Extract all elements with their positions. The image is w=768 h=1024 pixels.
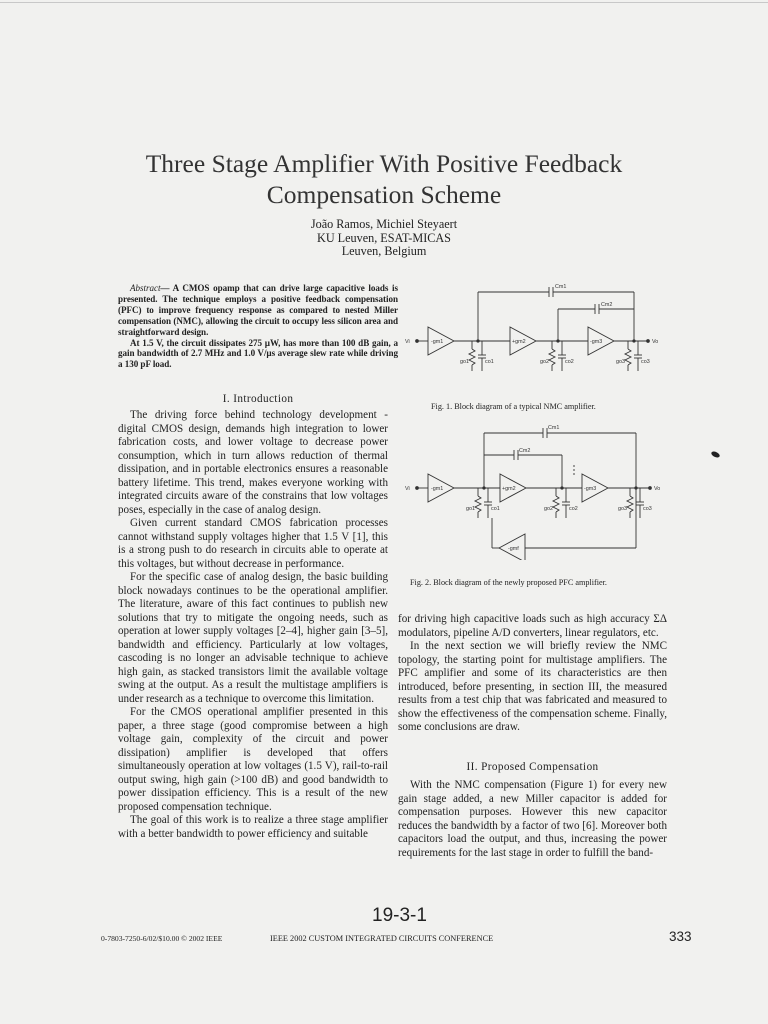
abstract-text-2: At 1.5 V, the circuit dissipates 275 µW, has more than 100 dB gain, a gain bandwidth of 2.7 MHz and 1.0 V/µs average slew rate while driving a 130 pF load. [118, 337, 398, 370]
figure-2-caption: Fig. 2. Block diagram of the newly proposed PFC amplifier. [410, 578, 607, 587]
page-top-rule [0, 2, 768, 3]
label-vi: Vi [405, 339, 410, 345]
abstract-text-1: — A CMOS opamp that can drive large capacitive loads is presented. The technique employs a positive feedback compensation (PFC) to improve frequency response as compared to nested Miller compensation (NMC), allowing the circuit to occupy less silicon area and straightforward design. [118, 283, 398, 337]
paragraph: With the NMC compensation (Figure 1) for every new gain stage added, a new Miller capacitor is added for compensation purposes. However this new capacitor reduces the bandwidth by a factor of two [6]. Moreover both capacitors load the output, and thus, increasing the power requirements for the last stage in order to fulfill the band- [398, 779, 667, 859]
label-cm1: Cm1 [555, 284, 567, 290]
label-cm2: Cm2 [519, 448, 531, 454]
label-gm3: -gm3 [590, 339, 603, 345]
label-co3: co3 [643, 506, 652, 512]
right-column-text-upper [398, 613, 667, 735]
session-code: 19-3-1 [372, 905, 427, 926]
label-co1: co1 [485, 359, 494, 365]
label-gm3: -gm3 [584, 486, 597, 492]
paragraph: for driving high capacitive loads such as high accuracy ΣΔ modulators, pipeline A/D converters, linear regulators, etc. [398, 613, 667, 639]
label-gm1: -gm1 [431, 339, 444, 345]
paper-title [60, 148, 708, 210]
figure-1-caption: Fig. 1. Block diagram of a typical NMC amplifier. [431, 402, 596, 411]
label-vo: Vo [652, 339, 659, 345]
footer-copyright: 0-7803-7250-6/02/$10.00 © 2002 IEEE [101, 934, 223, 943]
author-names: João Ramos, Michiel Steyaert [310, 217, 458, 231]
title-line-1: Three Stage Amplifier With Positive Feedback [145, 149, 623, 178]
author-block [60, 218, 708, 259]
section-heading-proposed-compensation: II. Proposed Compensation [466, 761, 599, 773]
label-co2: co2 [565, 359, 574, 365]
page-number: 333 [669, 929, 692, 944]
label-go2: go2 [544, 506, 553, 512]
label-go1: go1 [466, 506, 475, 512]
label-go3: go3 [616, 359, 625, 365]
label-co3: co3 [641, 359, 650, 365]
abstract-label: Abstract [130, 283, 161, 293]
label-cm2: Cm2 [601, 302, 613, 308]
label-gm1: -gm1 [431, 486, 444, 492]
paragraph: For the specific case of analog design, the basic building block nowadays continues to be the operational amplifier. The literature, aware of this fact continues to publish new solutions that try to mitigate the ongoing needs, such as operation at lower supply voltages [2–4], higher gain [3–5], bandwidth and efficiency. Particularly at low voltages, cascoding is no longer an advisable technique to achieve high gain, as stacked transistors limit the available voltage swing at the output. As a result the multistage amplifiers is under research as a technique to overcome this limitation. [118, 571, 388, 705]
title-line-2: Compensation Scheme [266, 180, 502, 209]
section-heading-introduction: I. Introduction [222, 393, 294, 405]
author-affiliation: KU Leuven, ESAT-MICAS [317, 230, 451, 245]
label-gm2: +gm2 [512, 339, 526, 345]
paragraph: For the CMOS operational amplifier presented in this paper, a three stage (good compromise between a high voltage gain, complexity of the circuit and power dissipation) amplifier is developed that offers simultaneously operation at low voltages (1.5 V), rail-to-rail output swing, high gain (>100 dB) and good bandwidth to power dissipation efficiency. This is a result of the new proposed compensation technique. [118, 706, 388, 813]
label-go3: go3 [618, 506, 627, 512]
footer-conference: IEEE 2002 CUSTOM INTEGRATED CIRCUITS CONFERENCE [270, 934, 494, 943]
label-gm2: +gm2 [502, 486, 516, 492]
author-location: Leuven, Belgium [341, 244, 427, 259]
label-gmf: -gmf [508, 546, 519, 552]
abstract [118, 283, 398, 370]
label-go2: go2 [540, 359, 549, 365]
label-go1: go1 [460, 359, 469, 365]
right-column-text-lower [398, 779, 667, 860]
figure-1-nmc-block-diagram [400, 283, 670, 387]
scan-speck [710, 450, 720, 458]
left-column-text [118, 409, 388, 841]
label-co1: co1 [491, 506, 500, 512]
label-vi: Vi [405, 486, 410, 492]
paragraph: Given current standard CMOS fabrication processes cannot withstand supply voltages higher that 1.5 V [1], this is a strong push to do research in circuits able to operate at this voltages, but without decrease in performance. [118, 517, 388, 570]
paragraph: The goal of this work is to realize a three stage amplifier with a better bandwidth to power efficiency and suitable [118, 814, 388, 840]
label-cm1: Cm1 [548, 425, 560, 431]
label-co2: co2 [569, 506, 578, 512]
paragraph: In the next section we will briefly review the NMC topology, the starting point for multistage amplifiers. The PFC amplifier and some of its characteristics are then introduced, before presenting, in section III, the measured results from a test chip that was fabricated and measured to show the effectiveness of the compensation scheme. Finally, some conclusions are draw. [398, 640, 667, 733]
figure-2-pfc-block-diagram [400, 425, 670, 560]
paragraph: The driving force behind technology development - digital CMOS design, demands high integration to lower fabrication costs, and lower voltage to decrease power consumption, which in turn allows reduction of thermal dissipation, and in portable electronics ensures a reasonable battery lifetime. This trend, makes everyone working with integrated circuits aware of the constrains that low voltages poses, especially in the case of analog design. [118, 409, 388, 516]
label-vo: Vo [654, 486, 661, 492]
